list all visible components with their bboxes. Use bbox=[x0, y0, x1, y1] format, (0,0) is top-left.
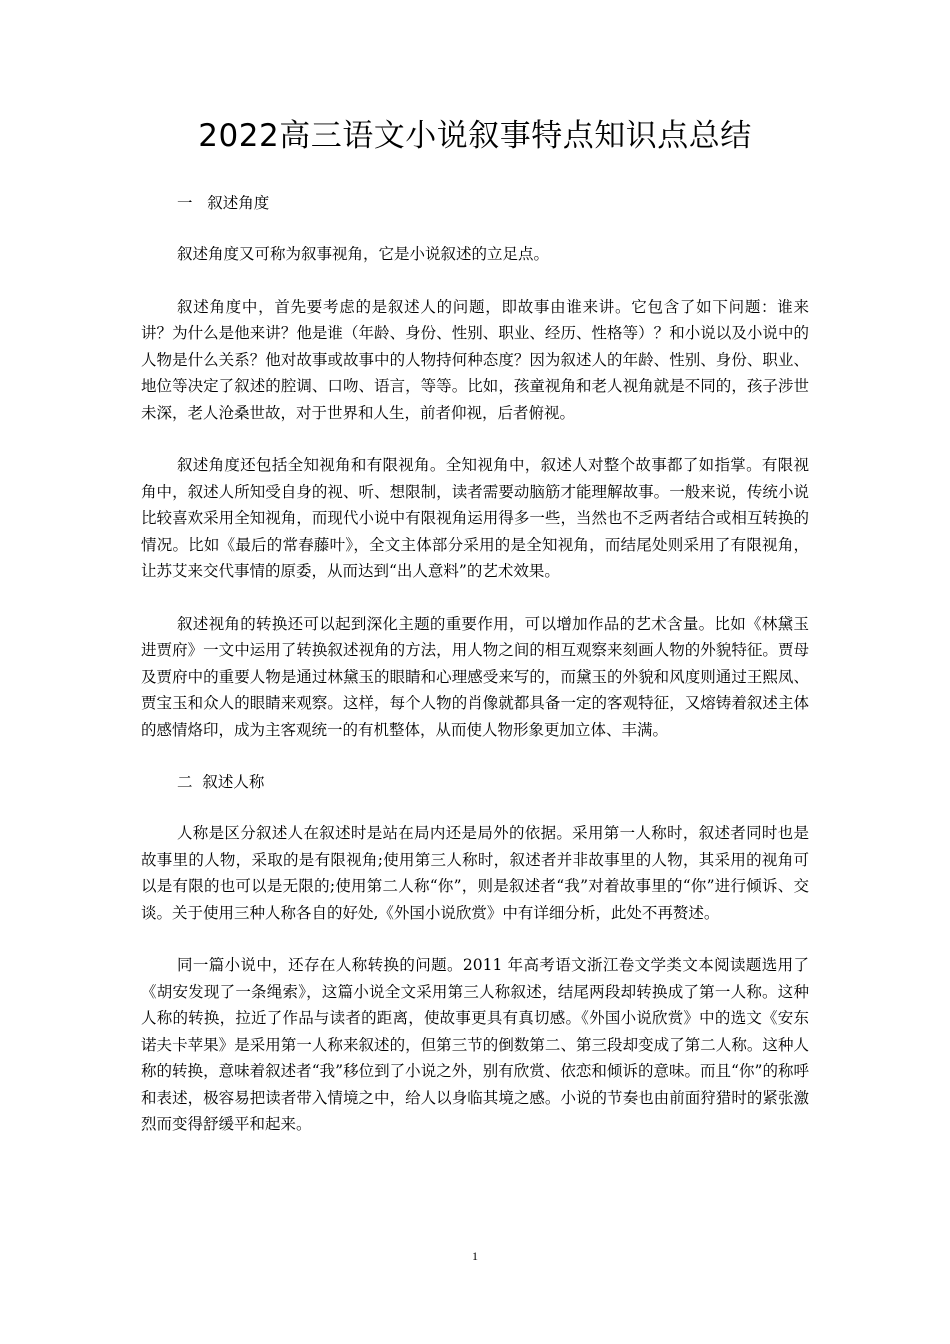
paragraph: 叙述角度又可称为叙事视角，它是小说叙述的立足点。 bbox=[177, 245, 550, 263]
paragraph: 叙述视角的转换还可以起到深化主题的重要作用，可以增加作品的艺术含量。比如《林黛玉进贾府》一文中运用了转换叙述视角的方法，用人物之间的相互观察来刻画人物的外貌特征。贾母及贾府中的重要人物是通过林黛玉的眼睛和心理感受来写的，而黛玉的外貌和风度则通过王熙凤、贾宝玉和众人的眼睛来观察。这样，每个人物的肖像就都具备一定的客观特征，又熔铸着叙述主体的感情烙印，成为主客观统一的有机整体，从而使人物形象更加立体、丰满。 bbox=[141, 614, 809, 739]
paragraph: 叙述角度还包括全知视角和有限视角。全知视角中，叙述人对整个故事都了如指掌。有限视角中，叙述人所知受自身的视、听、想限制，读者需要动脑筋才能理解故事。一般来说，传统小说比较喜欢采用全知视角，而现代小说中有限视角运用得多一些，当然也不乏两者结合或相互转换的情况。比如《最后的常春藤叶》，全文主体部分采用的是全知视角，而结尾处则采用了有限视角，让苏艾来交代事情的原委，从而达到“出人意料”的艺术效果。 bbox=[141, 456, 809, 580]
section-heading: 二 叙述人称 bbox=[177, 773, 265, 791]
section-narrative-angle bbox=[141, 190, 809, 743]
page-number: 1 bbox=[472, 1249, 478, 1263]
document-title: 2022高三语文小说叙事特点知识点总结 bbox=[198, 118, 752, 154]
section-heading: 一 叙述角度 bbox=[177, 194, 270, 212]
document-body bbox=[141, 190, 809, 1164]
section-narrative-person bbox=[141, 769, 809, 1138]
paragraph: 叙述角度中，首先要考虑的是叙述人的问题，即故事由谁来讲。它包含了如下问题：谁来讲？为什么是他来讲？他是谁（年龄、身份、性别、职业、经历、性格等）？和小说以及小说中的人物是什么关系？他对故事或故事中的人物持何种态度？因为叙述人的年龄、性别、身份、职业、地位等决定了叙述的腔调、口吻、语言，等等。比如，孩童视角和老人视角就是不同的，孩子涉世未深，老人沧桑世故，对于世界和人生，前者仰视，后者俯视。 bbox=[141, 297, 809, 422]
paragraph: 同一篇小说中，还存在人称转换的问题。2011 年高考语文浙江卷文学类文本阅读题选用了《胡安发现了一条绳索》，这篇小说全文采用第三人称叙述，结尾两段却转换成了第一人称。这种人称的转换，拉近了作品与读者的距离，使故事更具有真切感。《外国小说欣赏》中的选文《安东诺夫卡苹果》是采用第一人称来叙述的，但第三节的倒数第二、第三段却变成了第二人称。这种人称的转换，意味着叙述者“我”移位到了小说之外，别有欣赏、依恋和倾诉的意味。而且“你”的称呼和表述，极容易把读者带入情境之中，给人以身临其境之感。小说的节奏也由前面狩猎时的紧张激烈而变得舒缓平和起来。 bbox=[141, 956, 809, 1133]
paragraph: 人称是区分叙述人在叙述时是站在局内还是局外的依据。采用第一人称时，叙述者同时也是故事里的人物，采取的是有限视角;使用第三人称时，叙述者并非故事里的人物，其采用的视角可以是有限的也可以是无限的;使用第二人称“你”，则是叙述者“我”对着故事里的“你”进行倾诉、交谈。关于使用三种人称各自的好处,《外国小说欣赏》中有详细分析，此处不再赘述。 bbox=[141, 824, 809, 922]
